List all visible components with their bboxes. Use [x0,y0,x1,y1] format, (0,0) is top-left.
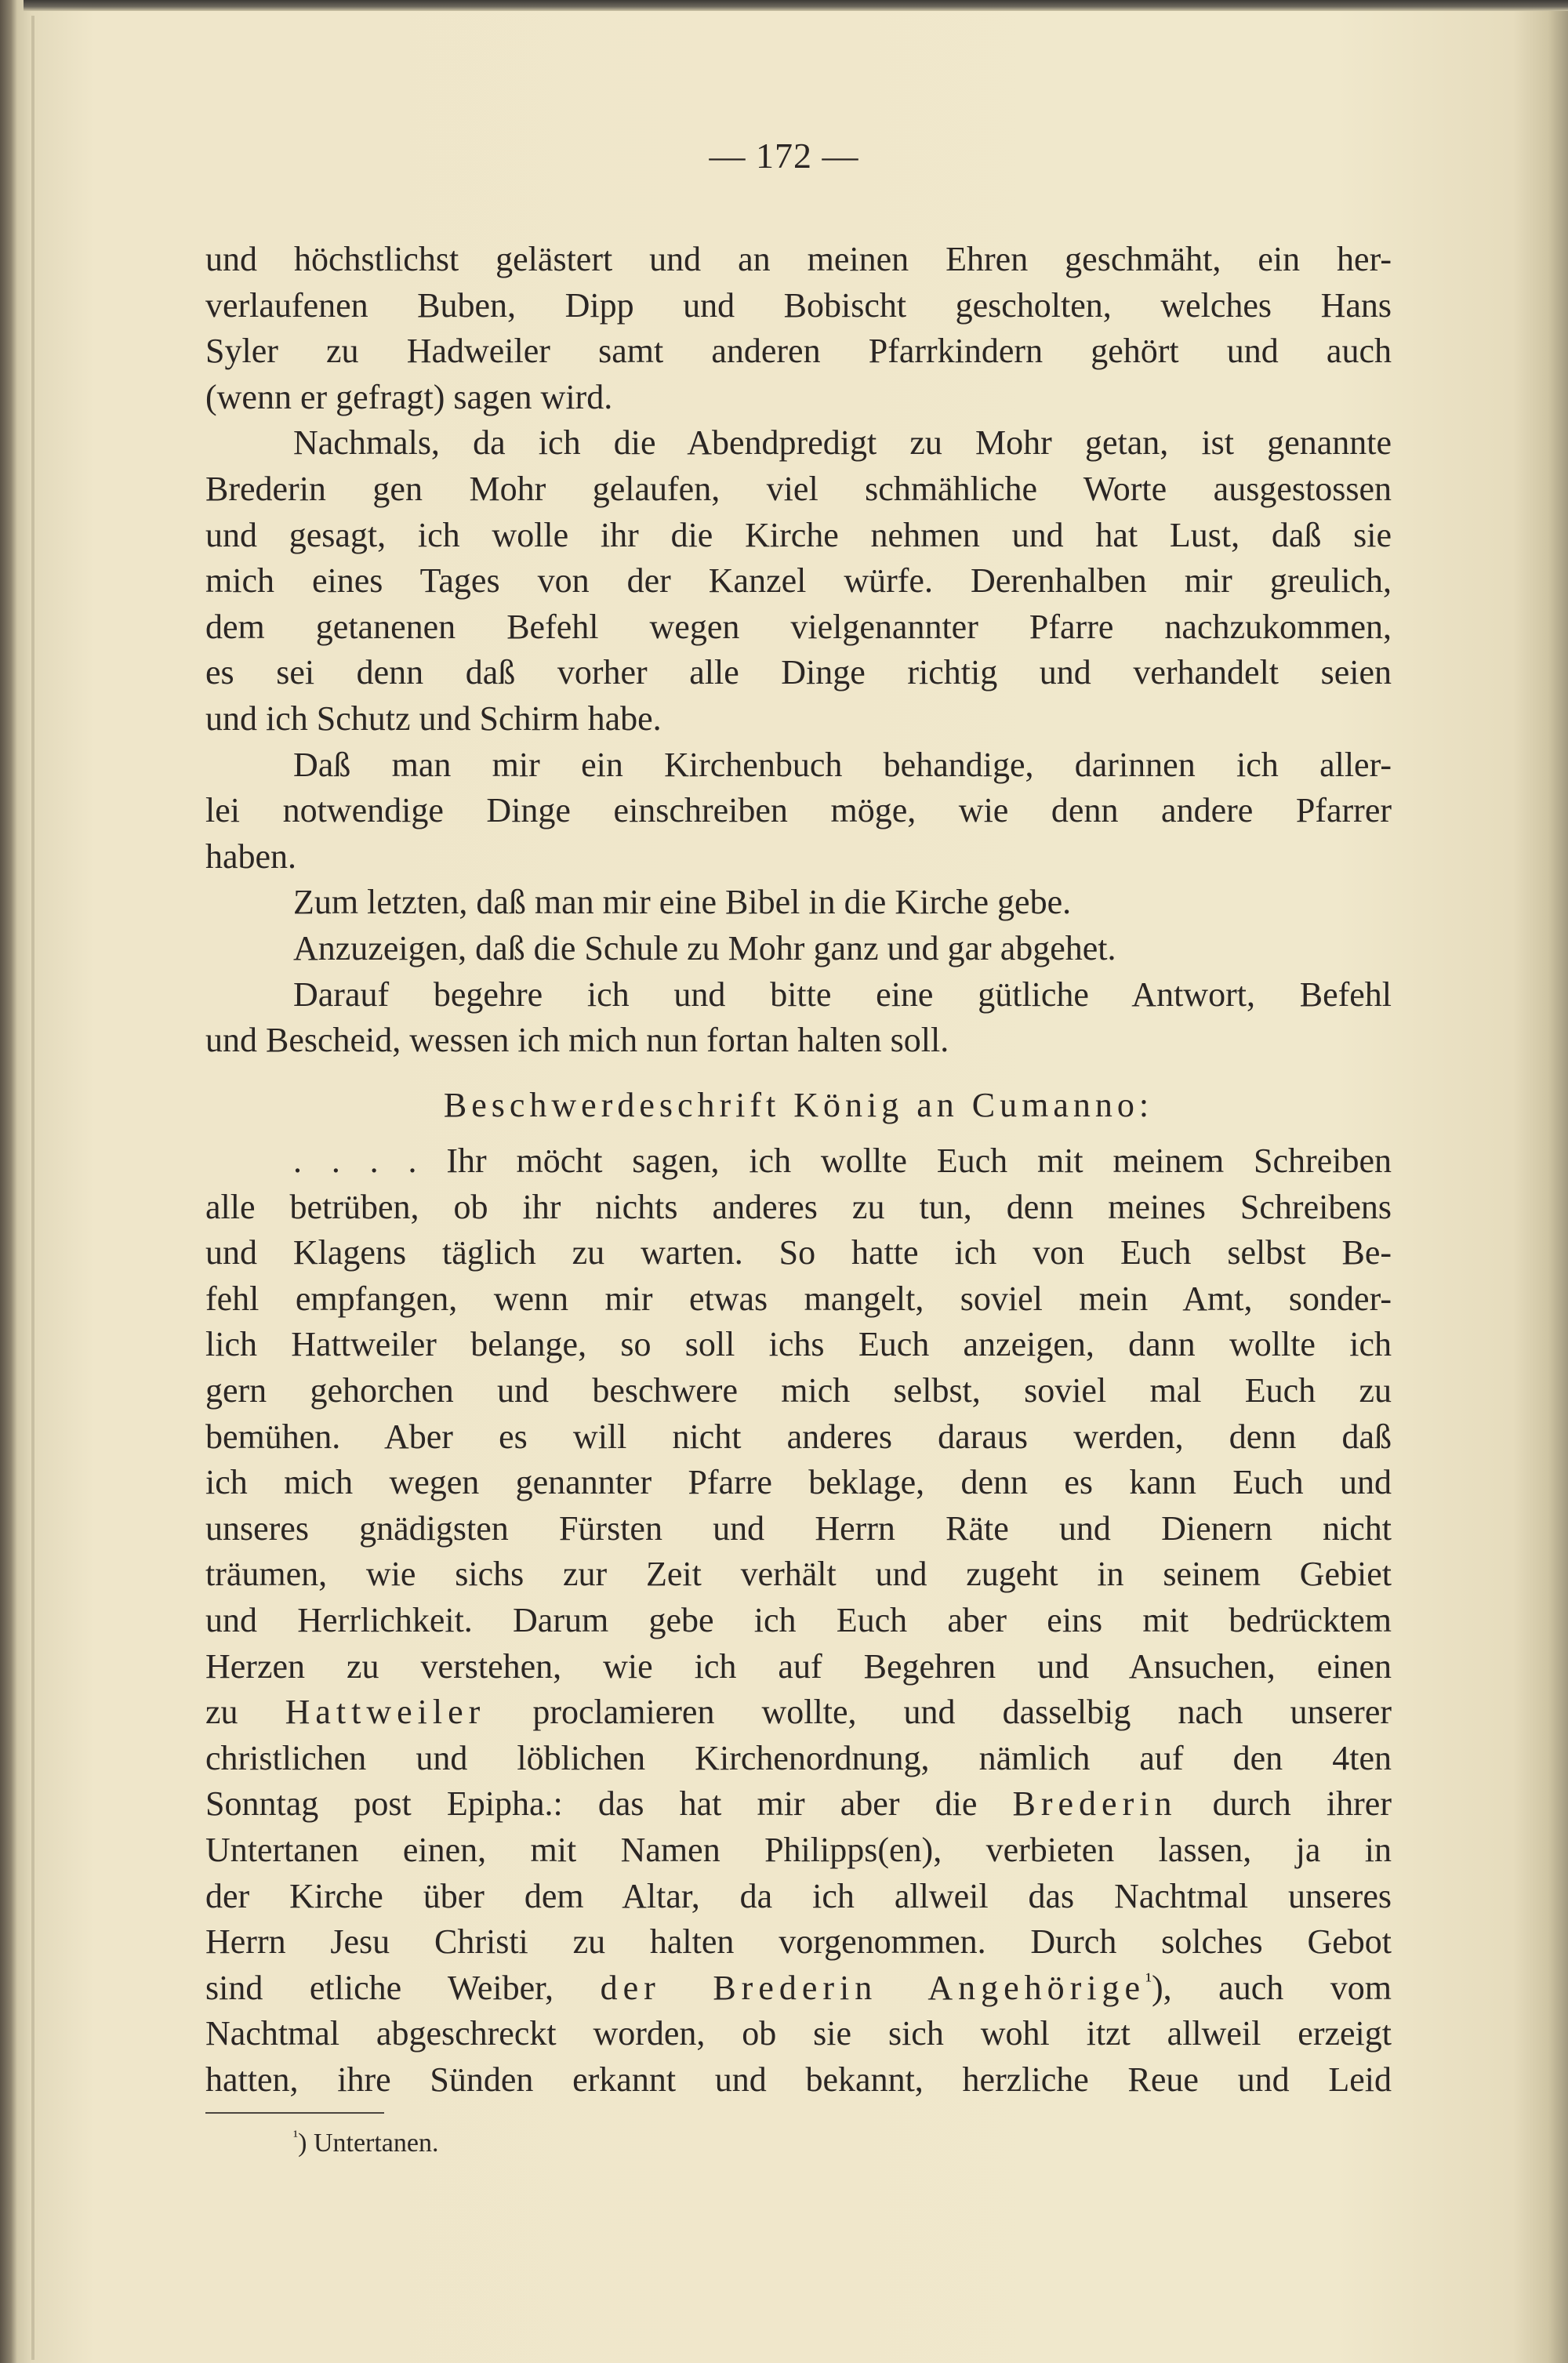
text-line [293,880,1392,925]
text-run: Anzuzeigen, daß die Schule zu Mohr ganz und gar abgehet. [293,929,1116,967]
spaced-text: Hattweiler [285,1693,486,1732]
text-run: . . . . Ihr möcht sagen, ich wollte Euch mit meinem Schreiben [293,1142,1392,1180]
text-run: verlaufenen Buben, Dipp und Bobischt gescholten, welches Hans [205,285,1392,325]
text-line [205,1018,1392,1063]
text-line [293,972,1392,1018]
text-run: bemühen. Aber es will nicht anderes daraus werden, denn daß [205,1417,1392,1456]
text-line [205,1460,1392,1505]
text-run: und höchstlichst gelästert und an meinen Ehren geschmäht, ein her- [205,240,1392,278]
text-run: und Klagens täglich zu warten. So hatte ich von Euch selbst Be- [205,1233,1392,1272]
text-line [205,1276,1392,1322]
text-line [205,2011,1392,2056]
text-line [205,650,1392,695]
page-number: — 172 — [709,136,859,176]
page-top-edge [24,0,1568,11]
text-line [205,1185,1392,1230]
text-run: fehl empfangen, wenn mir etwas mangelt, soviel mein Amt, sonder- [205,1279,1392,1318]
text-run: ), auch vom [1152,1968,1392,2007]
text-run: träumen, wie sichs zur Zeit verhält und zugeht in seinem Gebiet [205,1555,1392,1594]
text-line [205,1506,1392,1552]
text-run: dem getanenen Befehl wegen vielgenannter Pfarre nachzukommen, [205,607,1392,646]
footnote [293,2126,439,2161]
text-line [293,926,1392,971]
spaced-text: der Brederin Angehörige [600,1968,1146,2007]
text-run: Brederin gen Mohr gelaufen, viel schmähliche Worte ausgestossen [205,470,1392,508]
text-line [205,834,1392,880]
text-run: Zum letzten, daß man mir eine Bibel in die Kirche gebe. [293,883,1072,922]
text-run: mich eines Tages von der Kanzel würfe. Derenhalben mir greulich, [205,561,1392,601]
text-run: Nachmals, da ich die Abendpredigt zu Mohr getan, ist genannte [293,423,1392,463]
footnote-reference: ¹ [1145,1968,1152,1992]
text-run: Herzen zu verstehen, wie ich auf Begehren und Ansuchen, einen [205,1646,1392,1686]
text-run: sind etliche Weiber, [205,1968,601,2007]
text-run: (wenn er gefragt) sagen wird. [205,377,613,416]
text-run: alle betrüben, ob ihr nichts anderes zu tun, denn meines Schreibens [205,1187,1392,1226]
text-line [205,513,1392,558]
text-run: Syler zu Hadweiler samt anderen Pfarrkindern gehört und auch [205,332,1392,371]
text-line [205,237,1392,282]
text-run: lich Hattweiler belange, so soll ichs Euch anzeigen, dann wollte ich [205,1325,1392,1364]
text-line [205,1322,1392,1367]
section-heading: Beschwerdeschrift König an Cumanno: [443,1086,1154,1124]
text-line [293,1138,1392,1184]
text-line [205,1966,1392,2011]
text-line [205,1690,1392,1735]
text-run: es sei denn daß vorher alle Dinge richtig und verhandelt seien [205,653,1392,692]
text-run: zu [205,1693,285,1732]
text-run: ich mich wegen genannter Pfarre beklage, denn es kann Euch und [205,1463,1392,1502]
text-line [293,420,1392,466]
text-run: haben. [205,837,297,876]
footnote-rule [205,2112,384,2114]
text-run: und ich Schutz und Schirm habe. [205,699,662,738]
text-line [205,375,1392,420]
book-binding-edge [31,16,34,2360]
text-run: Untertanen einen, mit Namen Philipps(en), verbieten lassen, ja in [205,1831,1392,1869]
text-line [293,742,1392,788]
text-run: Darauf begehre ich und bitte eine gütliche Antwort, Befehl [293,975,1392,1014]
text-line [205,328,1392,374]
text-run: lei notwendige Dinge einschreiben möge, wie denn andere Pfarrer [205,791,1392,830]
text-line [205,1781,1392,1827]
spaced-text: Brederin [1012,1784,1178,1824]
text-line [205,696,1392,742]
text-line [205,1644,1392,1690]
text-run: Herrn Jesu Christi zu halten vorgenommen. Durch solches Gebot [205,1922,1392,1962]
text-run: und Bescheid, wessen ich mich nun fortan halten soll. [205,1021,949,1060]
text-run: gern gehorchen und beschwere mich selbst, soviel mal Euch zu [205,1371,1392,1410]
text-run: der Kirche über dem Altar, da ich allweil das Nachtmal unseres [205,1876,1392,1915]
text-line [205,1414,1392,1460]
text-run: Sonntag post Epipha.: das hat mir aber die [205,1784,1013,1824]
text-line [205,1552,1392,1597]
text-run: Daß man mir ein Kirchenbuch behandige, darinnen ich aller- [293,745,1392,784]
text-line [205,1368,1392,1414]
text-line [205,558,1392,604]
text-line [205,788,1392,833]
text-run: durch ihrer [1177,1784,1392,1824]
text-line [205,1598,1392,1643]
text-line [205,1736,1392,1781]
footnote-marker: ¹ [293,2128,299,2146]
text-line [205,466,1392,512]
text-run: christlichen und löblichen Kirchenordnung, nämlich auf den 4ten [205,1738,1392,1777]
text-run: unseres gnädigsten Fürsten und Herrn Räte und Dienern nicht [205,1508,1392,1548]
text-line [205,1874,1392,1919]
text-line [205,1828,1392,1873]
text-run: und Herrlichkeit. Darum gebe ich Euch aber eins mit bedrücktem [205,1601,1392,1639]
text-line [205,2057,1392,2103]
text-run: proclamieren wollte, und dasselbig nach unserer [485,1693,1392,1732]
text-line [205,1919,1392,1965]
text-line [205,604,1392,650]
text-line [205,1230,1392,1276]
text-line [205,283,1392,328]
footnote-text: ) Untertanen. [298,2129,439,2158]
text-run: Nachtmal abgeschreckt worden, ob sie sich wohl itzt allweil erzeigt [205,2014,1392,2053]
text-run: und gesagt, ich wolle ihr die Kirche nehmen und hat Lust, daß sie [205,515,1392,554]
text-run: hatten, ihre Sünden erkannt und bekannt, herzliche Reue und Leid [205,2060,1392,2099]
